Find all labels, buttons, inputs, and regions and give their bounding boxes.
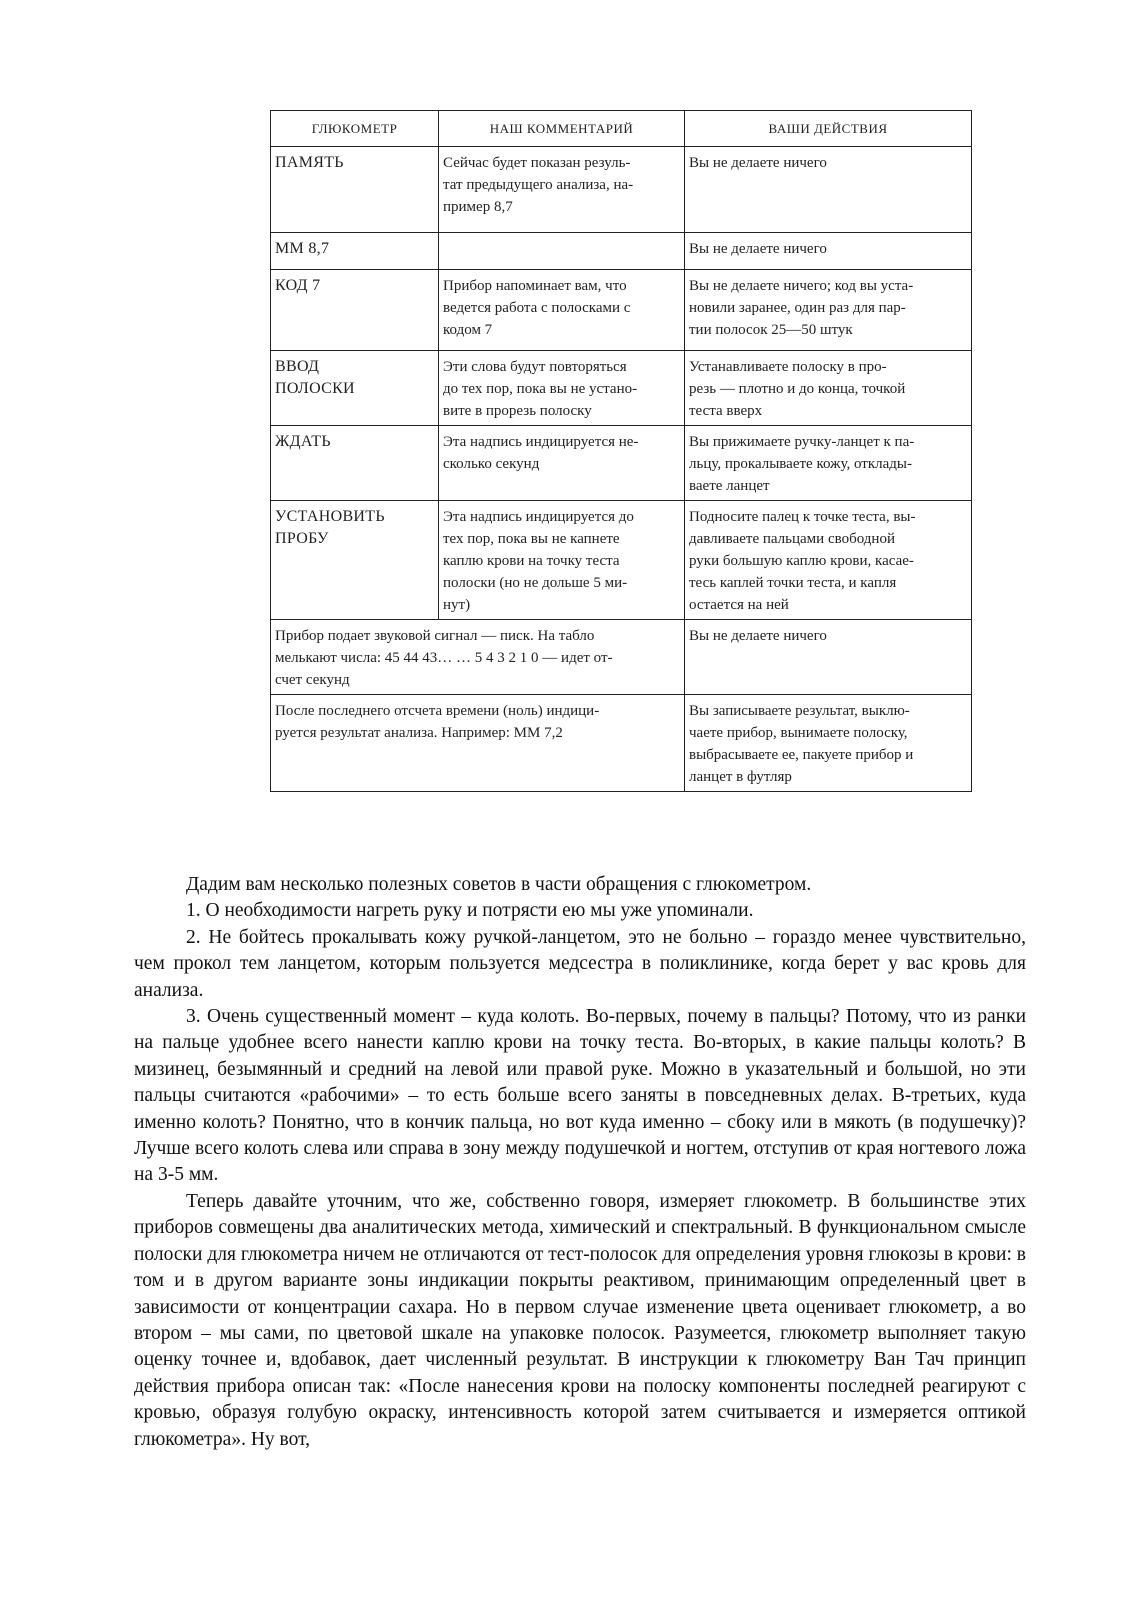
display-cell: ЖДАТЬ (271, 426, 439, 501)
comment-cell: Эта надпись индицируется до тех пор, пока вы не капнете каплю крови на точку теста полоски (но не дольше 5 ми- нут) (439, 501, 685, 620)
table-row (271, 426, 972, 501)
paragraph-tip-1: 1. О необходимости нагреть руку и потрясти ею мы уже упоминали. (186, 900, 754, 922)
table-row (271, 270, 972, 351)
table-header-row (271, 111, 972, 147)
action-cell: Вы прижимаете ручку-ланцет к па- льцу, прокалываете кожу, отклады- ваете ланцет (685, 426, 972, 501)
column-header-actions: ВАШИ ДЕЙСТВИЯ (685, 111, 972, 147)
glucometer-table (270, 110, 972, 792)
column-header-glucometer: ГЛЮКОМЕТР (271, 111, 439, 147)
action-cell: Вы не делаете ничего (685, 620, 972, 695)
paragraph-tip-2: 2. Не бойтесь прокалывать кожу ручкой-ланцетом, это не больно – гораздо менее чувствительно, чем прокол тем ланцетом, которым пользуется медсестра в поликлинике, когда берет у вас кровь для анализа. (134, 926, 1026, 1001)
column-header-comment: НАШ КОММЕНТАРИЙ (439, 111, 685, 147)
display-cell: ВВОД ПОЛОСКИ (271, 351, 439, 426)
table-row (271, 620, 972, 695)
action-cell: Устанавливаете полоску в про- резь — плотно и до конца, точкой теста вверх (685, 351, 972, 426)
action-cell: Вы не делаете ничего; код вы уста- новили заранее, один раз для пар- тии полосок 25—50 штук (685, 270, 972, 351)
table-row (271, 695, 972, 792)
paragraph-measurement: Теперь давайте уточним, что же, собственно говоря, измеряет глюкометр. В большинстве этих приборов совмещены два аналитических метода, химический и спектральный. В функциональном смысле полоски для глюкометра ничем не отличаются от тест-полосок для определения уровня глюкозы в крови: в том и в другом варианте зоны индикации покрыты реактивом, принимающим определенный цвет в зависимости от концентрации сахара. Но в первом случае изменение цвета оценивает глюкометр, а во втором – мы сами, по цветовой шкале на упаковке полосок. Разумеется, глюкометр выполняет такую оценку точнее и, вдобавок, дает численный результат. В инструкции к глюкометру Ван Тач принцип действия прибора описан так: «После нанесения крови на полоску компоненты последней реагируют с кровью, образуя голубую окраску, интенсивность которой затем считывается и измеряется оптикой глюкометра». Ну вот, (134, 1190, 1026, 1450)
action-cell: Вы не делаете ничего (685, 233, 972, 270)
display-cell: КОД 7 (271, 270, 439, 351)
action-cell: Вы записываете результат, выклю- чаете прибор, вынимаете полоску, выбрасываете ее, пакуете прибор и ланцет в футляр (685, 695, 972, 792)
action-cell: Вы не делаете ничего (685, 147, 972, 233)
action-cell: Подносите палец к точке теста, вы- давливаете пальцами свободной руки большую каплю крови, касае- тесь каплей точки теста, и капля остается на ней (685, 501, 972, 620)
paragraph-intro: Дадим вам несколько полезных советов в части обращения с глюкометром. (186, 874, 812, 895)
display-cell: ПАМЯТЬ (271, 147, 439, 233)
signal-cell: Прибор подает звуковой сигнал — писк. На табло мелькают числа: 45 44 43… … 5 4 3 2 1 0 — идет от- счет секунд (271, 620, 685, 695)
paragraph-tip-3: 3. Очень существенный момент – куда колоть. Во-первых, почему в пальцы? Потому, что из ранки на пальце удобнее всего нанести каплю крови на точку теста. Во-вторых, в какие пальцы колоть? В мизинец, безымянный и средний на левой или правой руке. Можно в указательный и большой, но эти пальцы считаются «рабочими» – то есть больше всего заняты в повседневных делах. В-третьих, куда именно колоть? Понятно, что в кончик пальца, но вот куда именно – сбоку или в мякоть (в подушечку)? Лучше всего колоть слева или справа в зону между подушечкой и ногтем, отступив от края ногтевого ложа на 3-5 мм. (134, 1006, 1026, 1186)
comment-cell: Эти слова будут повторяться до тех пор, пока вы не устано- вите в прорезь полоску (439, 351, 685, 426)
comment-cell: Сейчас будет показан резуль- тат предыдущего анализа, на- пример 8,7 (439, 147, 685, 233)
table-row (271, 501, 972, 620)
comment-cell: Эта надпись индицируется не- сколько секунд (439, 426, 685, 501)
body-text (134, 872, 1026, 1453)
comment-cell (439, 233, 685, 270)
display-cell: УСТАНОВИТЬ ПРОБУ (271, 501, 439, 620)
table-row (271, 351, 972, 426)
display-cell: ММ 8,7 (271, 233, 439, 270)
table-row (271, 233, 972, 270)
result-cell: После последнего отсчета времени (ноль) индици- руется результат анализа. Например: ММ 7,2 (271, 695, 685, 792)
comment-cell: Прибор напоминает вам, что ведется работа с полосками с кодом 7 (439, 270, 685, 351)
table-row (271, 147, 972, 233)
